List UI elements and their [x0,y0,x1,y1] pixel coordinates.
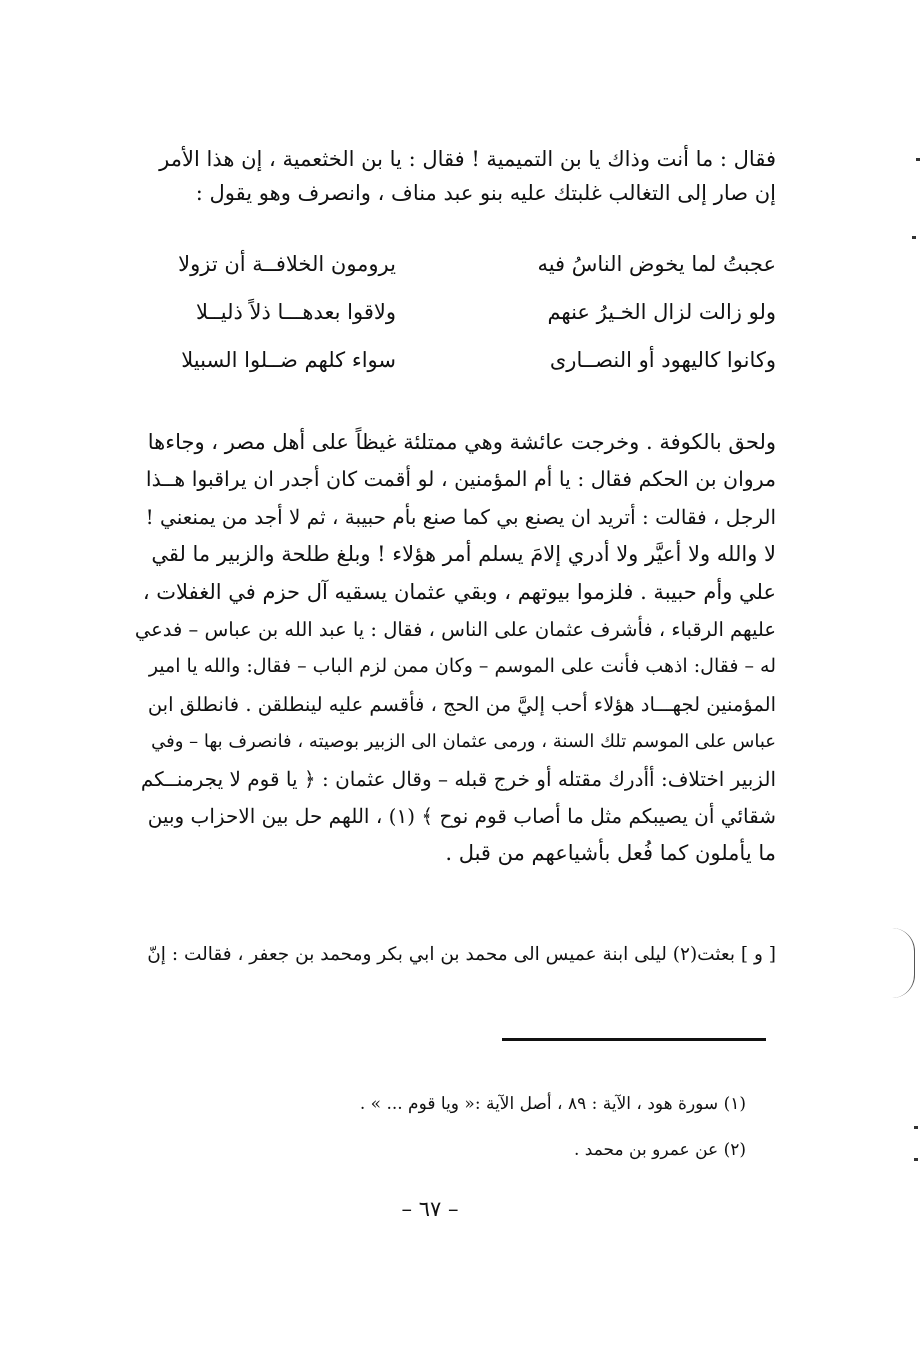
intro-paragraph [136,142,776,210]
poem-verse [136,252,776,300]
verse-second-hemistich: يرومون الخلافــة أن تزولا [178,252,396,276]
verse-second-hemistich: سواء كلهم ضــلوا السبيلا [181,348,396,372]
text-line: المؤمنين لجهـــاد هؤلاء أحب إليَّ من الحج ، فأقسم عليه لينطلقن . فانطلق ابن [147,692,776,716]
text-line: علي وأم حبيبة . فلزموا بيوتهم ، وبقي عثمان يسقيه آل حزم في الغفلات ، [142,579,776,604]
poem [136,252,776,396]
scan-edge-curve [892,928,915,998]
text-line: مروان بن الحكم فقال : يا أم المؤمنين ، لو أقمت كان أجدر ان يراقبوا هــذا [145,467,776,492]
scan-margin-mark [916,158,920,161]
verse-first-hemistich: عجبتُ لما يخوض الناسُ فيه [537,252,776,276]
text-line: الزبير اختلاف: أأدرك مقتله أو خرج قبله – وقال عثمان : ﴿ يا قوم لا يجرمنــكم [140,766,776,791]
text-line: الرجل ، فقالت : أتريد ان يصنع بي كما صنع بأم حبيبة ، ثم لا أجد من يمنعني ! [145,504,776,529]
text-line: شقائي أن يصيبكم مثل ما أصاب قوم نوح ﴾ (١) ، اللهم حل بين الاحزاب وبين [147,803,776,828]
poem-verse [136,348,776,396]
text-line: عباس على الموسم تلك السنة ، ورمى عثمان الى الزبير بوصيته ، فانصرف بها – وفي [151,731,776,753]
page-number: – ٦٧ – [401,1197,459,1221]
text-line: له – فقال: اذهب فأنت على الموسم – وكان ممن لزم الباب – فقال: والله يا امير [148,655,776,678]
verse-second-hemistich: ولاقوا بعدهـــا ذلاً ذليــلا [195,300,396,324]
footnote: (١) سورة هود ، الآية : ٨٩ ، أصل الآية :« ويا قوم ... » . [359,1094,746,1114]
text-line: ما يأملون كما فُعل بأشياعهم من قبل . [445,841,776,866]
continuation-line: [ و ] بعثت(٢) ليلى ابنة عميس الى محمد بن ابي بكر ومحمد بن جعفر ، فقالت : إنّ [147,944,776,965]
scan-margin-mark [912,236,916,239]
text-line: إن صار إلى التغالب غلبتك عليه بنو عبد مناف ، وانصرف وهو يقول : [195,181,776,205]
text-line: لا والله ولا أعيَّر ولا أدري إلامَ يسلم أمر هؤلاء ! وبلغ طلحة والزبير ما لقي [151,542,776,567]
poem-verse [136,300,776,348]
verse-first-hemistich: وكانوا كاليهود أو النصــارى [549,348,776,372]
main-paragraph [136,424,776,873]
verse-first-hemistich: ولو زالت لزال الخـيرُ عنهم [547,300,776,324]
text-line: عليهم الرقباء ، فأشرف عثمان على الناس ، فقال : يا عبد الله بن عباس – فدعي [134,617,776,641]
scan-margin-mark [914,1126,918,1129]
footnote-separator [502,1038,766,1041]
text-line: فقال : ما أنت وذاك يا بن التميمية ! فقال : يا بن الخثعمية ، إن هذا الأمر [159,147,776,171]
scan-margin-mark [914,1158,918,1161]
text-line: ولحق بالكوفة . وخرجت عائشة وهي ممتلئة غيظاً على أهل مصر ، وجاءها [147,430,776,454]
footnote: (٢) عن عمرو بن محمد . [574,1140,746,1160]
